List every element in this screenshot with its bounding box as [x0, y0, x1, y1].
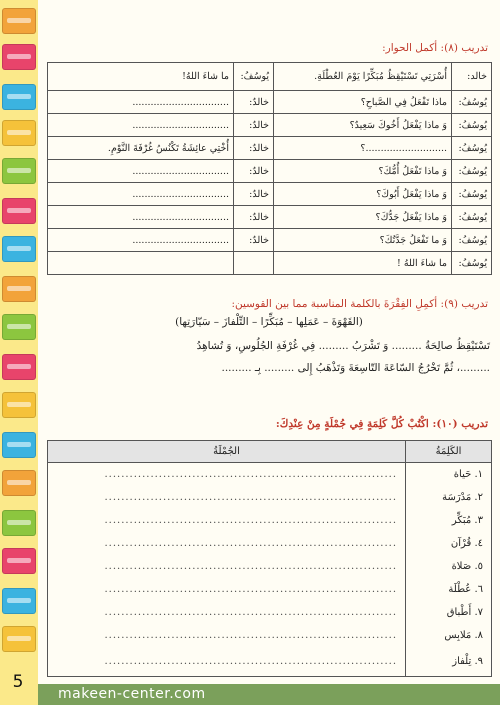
- word-bank: (القَهْوَةَ – عَمَلِها – مُبَكِّرًا – التِّلْفازَ – سَيّارَتِها): [175, 316, 363, 328]
- vocab-word: ١. حَياة: [406, 463, 492, 486]
- book-icon: [2, 588, 36, 614]
- table-row: [48, 252, 492, 275]
- table-row: [48, 647, 492, 677]
- speaker-label: يُوسُفُ:: [452, 91, 492, 114]
- speaker-label: خالدٌ:: [234, 229, 274, 252]
- sentence-blank[interactable]: ......................................................................: [48, 532, 406, 555]
- speaker-label: خالدٌ:: [234, 114, 274, 137]
- table-row: [48, 555, 492, 578]
- table-row: [48, 137, 492, 160]
- word-sentence-table: [47, 440, 492, 677]
- sentence-blank[interactable]: ......................................................................: [48, 463, 406, 486]
- speaker-label: يُوسُفُ:: [452, 137, 492, 160]
- dialogue-line: وَ ما تَفْعَلُ جَدَّتُكَ؟: [274, 229, 452, 252]
- exercise-10-title: تدريب (١٠): اكْتُبْ كُلَّ كَلِمَةٍ فِي جُمْلَةٍ مِنْ عِنْدِكَ:: [275, 418, 488, 430]
- dialogue-line: أُخْتِي عائِشَةُ تَكْنُسُ غُرْفَةَ النَّوْمِ.: [48, 137, 234, 160]
- decorative-book-strip: [0, 0, 38, 705]
- vocab-word: ٢. مَدْرَسَة: [406, 486, 492, 509]
- dialogue-line: وَ ماذا يَفْعَلُ أَخُوكَ سَعِيدٌ؟: [274, 114, 452, 137]
- book-icon: [2, 548, 36, 574]
- dialogue-line: وَ ماذا يَفْعَلُ جَدُّكَ؟: [274, 206, 452, 229]
- sentence-blank[interactable]: ......................................................................: [48, 601, 406, 624]
- vocab-word: ٥. صَلاة: [406, 555, 492, 578]
- vocab-word: ٧. أَطْباق: [406, 601, 492, 624]
- book-icon: [2, 120, 36, 146]
- speaker-label: يُوسُفُ:: [452, 183, 492, 206]
- book-icon: [2, 158, 36, 184]
- vocab-word: ٩. تِلْفاز: [406, 647, 492, 677]
- vocab-word: ٣. مُبَكِّر: [406, 509, 492, 532]
- table-row: [48, 463, 492, 486]
- dialogue-line: وَ ماذا تَفْعَلُ أُمُّكَ؟: [274, 160, 452, 183]
- table-row: [48, 486, 492, 509]
- vocab-word: ٤. قُرْآن: [406, 532, 492, 555]
- book-icon: [2, 432, 36, 458]
- page-number: 5: [12, 672, 24, 692]
- speaker-label: [234, 252, 274, 275]
- book-icon: [2, 276, 36, 302]
- speaker-label: يُوسُفُ:: [452, 160, 492, 183]
- paragraph-line-2: .........، ثُمَّ تَخْرُجُ السّاعَةَ التّاسِعَةَ وَتَذْهَبُ إِلى ......... بِـ .........: [221, 362, 490, 374]
- speaker-label: خالدٌ:: [234, 137, 274, 160]
- book-icon: [2, 8, 36, 34]
- sentence-blank[interactable]: ......................................................................: [48, 486, 406, 509]
- column-header-sentence: الجُمْلَةُ: [48, 441, 406, 463]
- speaker-label: خالد:: [452, 63, 492, 91]
- answer-blank[interactable]: ................................: [48, 183, 234, 206]
- dialogue-line: ما شاءَ اللهُ!: [48, 63, 234, 91]
- answer-blank[interactable]: ................................: [48, 91, 234, 114]
- paragraph-line-1: تَسْتَيْقِظُ صالِحَةُ ......... وَ تَشْرَبُ ......... فِي غُرْفَةِ الجُلُوسِ، وَ تُشاهِدُ: [196, 340, 490, 352]
- table-row: [48, 578, 492, 601]
- table-row: [48, 509, 492, 532]
- sentence-blank[interactable]: ......................................................................: [48, 578, 406, 601]
- table-row: [48, 624, 492, 647]
- table-row: [48, 114, 492, 137]
- dialogue-line: أُسْرَتِي تَسْتَيْقِظُ مُبَكِّرًا يَوْمَ العُطْلَةِ.: [274, 63, 452, 91]
- answer-blank[interactable]: ...........................؟: [274, 137, 452, 160]
- answer-blank[interactable]: ................................: [48, 160, 234, 183]
- dialogue-line: [48, 252, 234, 275]
- answer-blank[interactable]: ................................: [48, 206, 234, 229]
- answer-blank[interactable]: ................................: [48, 114, 234, 137]
- sentence-blank[interactable]: ......................................................................: [48, 509, 406, 532]
- speaker-label: يُوسُفُ:: [452, 229, 492, 252]
- vocab-word: ٨. مَلابِس: [406, 624, 492, 647]
- sentence-blank[interactable]: ......................................................................: [48, 555, 406, 578]
- book-icon: [2, 236, 36, 262]
- speaker-label: يُوسُفُ:: [234, 63, 274, 91]
- vocab-word: ٦. عُطْلَة: [406, 578, 492, 601]
- footer-site-link[interactable]: makeen-center.com: [58, 686, 206, 702]
- column-header-word: الكَلِمَةُ: [406, 441, 492, 463]
- book-icon: [2, 510, 36, 536]
- sentence-blank[interactable]: ......................................................................: [48, 624, 406, 647]
- table-row: [48, 183, 492, 206]
- speaker-label: خالدٌ:: [234, 160, 274, 183]
- dialogue-line: وَ ماذا يَفْعَلُ أَبُوكَ؟: [274, 183, 452, 206]
- dialogue-table: [47, 62, 492, 275]
- dialogue-line: ماذا تَفْعَلُ فِي الصَّباحِ؟: [274, 91, 452, 114]
- speaker-label: يُوسُفُ:: [452, 114, 492, 137]
- table-row: [48, 229, 492, 252]
- speaker-label: يُوسُفُ:: [452, 252, 492, 275]
- exercise-9-title: تدريب (٩): أكمِلِ الفِقْرَةَ بالكلمة المناسبة مما بين القوسين:: [231, 298, 488, 310]
- sentence-blank[interactable]: ......................................................................: [48, 647, 406, 677]
- table-row: [48, 63, 492, 91]
- book-icon: [2, 626, 36, 652]
- book-icon: [2, 392, 36, 418]
- table-row: [48, 91, 492, 114]
- answer-blank[interactable]: ................................: [48, 229, 234, 252]
- book-icon: [2, 198, 36, 224]
- table-row: [48, 601, 492, 624]
- book-icon: [2, 84, 36, 110]
- book-icon: [2, 354, 36, 380]
- speaker-label: خالدٌ:: [234, 91, 274, 114]
- table-row: [48, 206, 492, 229]
- speaker-label: خالدٌ:: [234, 206, 274, 229]
- dialogue-line: ما شاءَ اللهُ !: [274, 252, 452, 275]
- table-header-row: [48, 441, 492, 463]
- speaker-label: يُوسُفُ:: [452, 206, 492, 229]
- book-icon: [2, 470, 36, 496]
- table-row: [48, 160, 492, 183]
- table-row: [48, 532, 492, 555]
- book-icon: [2, 44, 36, 70]
- book-icon: [2, 314, 36, 340]
- speaker-label: خالدٌ:: [234, 183, 274, 206]
- exercise-8-title: تدريب (٨): أكمل الحوار:: [382, 42, 488, 54]
